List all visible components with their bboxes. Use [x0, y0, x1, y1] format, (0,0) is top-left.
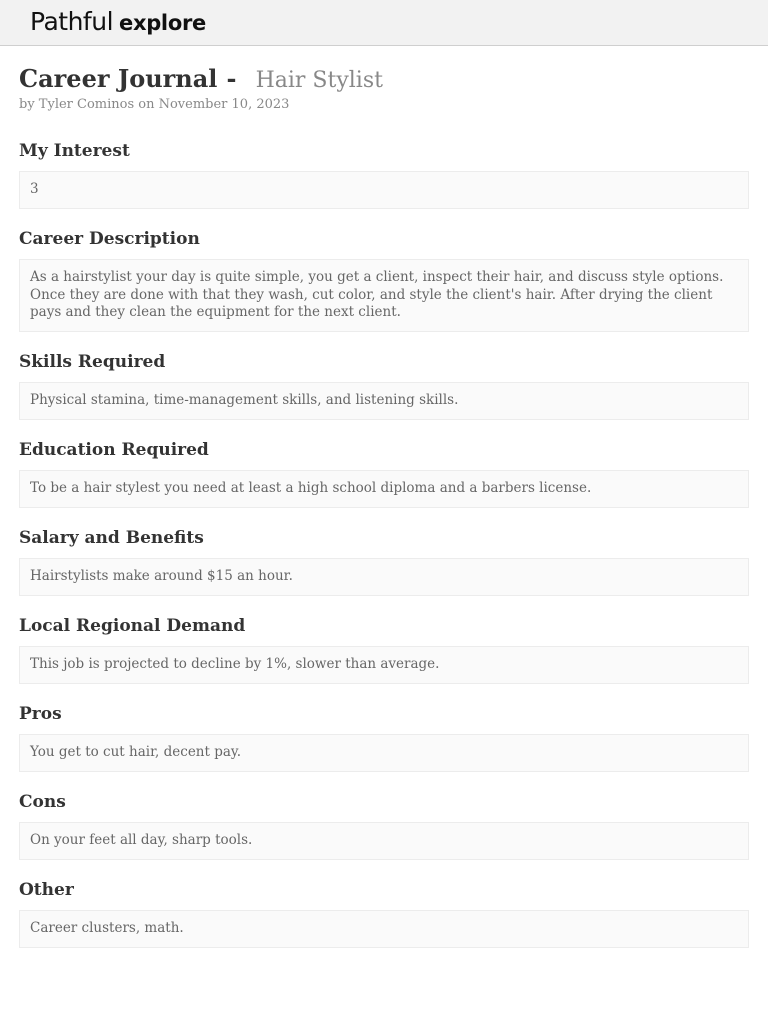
author-byline: by Tyler Cominos on November 10, 2023 — [19, 97, 290, 112]
section-heading: My Interest — [19, 141, 130, 161]
journal-content — [0, 46, 768, 948]
pros-value: You get to cut hair, decent pay. — [19, 734, 749, 772]
section-skills-required — [19, 332, 749, 420]
section-pros — [19, 684, 749, 772]
career-description-value: As a hairstylist your day is quite simple, you get a client, inspect their hair, and discuss style options. Once they are done with that they wash, cut color, and style the client's hair. After drying the client pays and they clean the equipment for the next client. — [19, 259, 749, 332]
section-cons — [19, 772, 749, 860]
top-bar — [0, 0, 768, 46]
section-local-regional-demand — [19, 596, 749, 684]
logo-wordmark: Pathful — [30, 7, 114, 36]
section-heading: Local Regional Demand — [19, 615, 246, 636]
career-name: Hair Stylist — [255, 68, 383, 93]
section-heading: Career Description — [19, 229, 200, 249]
section-heading: Pros — [19, 703, 62, 724]
section-other — [19, 860, 749, 948]
page-title — [19, 66, 749, 95]
section-heading: Education Required — [19, 439, 209, 460]
title-prefix: Career Journal — [19, 64, 218, 93]
section-heading: Cons — [19, 791, 66, 812]
section-heading: Skills Required — [19, 351, 166, 372]
regional-demand-value: This job is projected to decline by 1%, slower than average. — [19, 646, 749, 684]
section-career-description — [19, 209, 749, 332]
salary-benefits-value: Hairstylists make around $15 an hour. — [19, 558, 749, 596]
section-my-interest — [19, 124, 749, 209]
pathful-explore-logo[interactable] — [30, 7, 206, 36]
section-heading: Salary and Benefits — [19, 527, 204, 548]
title-separator: - — [226, 64, 237, 93]
journal-header — [19, 46, 749, 124]
section-salary-benefits — [19, 508, 749, 596]
other-value: Career clusters, math. — [19, 910, 749, 948]
education-required-value: To be a hair stylest you need at least a high school diploma and a barbers license. — [19, 470, 749, 508]
section-education-required — [19, 420, 749, 508]
cons-value: On your feet all day, sharp tools. — [19, 822, 749, 860]
skills-required-value: Physical stamina, time-management skills, and listening skills. — [19, 382, 749, 420]
interest-value: 3 — [19, 171, 749, 209]
section-heading: Other — [19, 879, 74, 900]
logo-subtext: explore — [119, 11, 206, 35]
